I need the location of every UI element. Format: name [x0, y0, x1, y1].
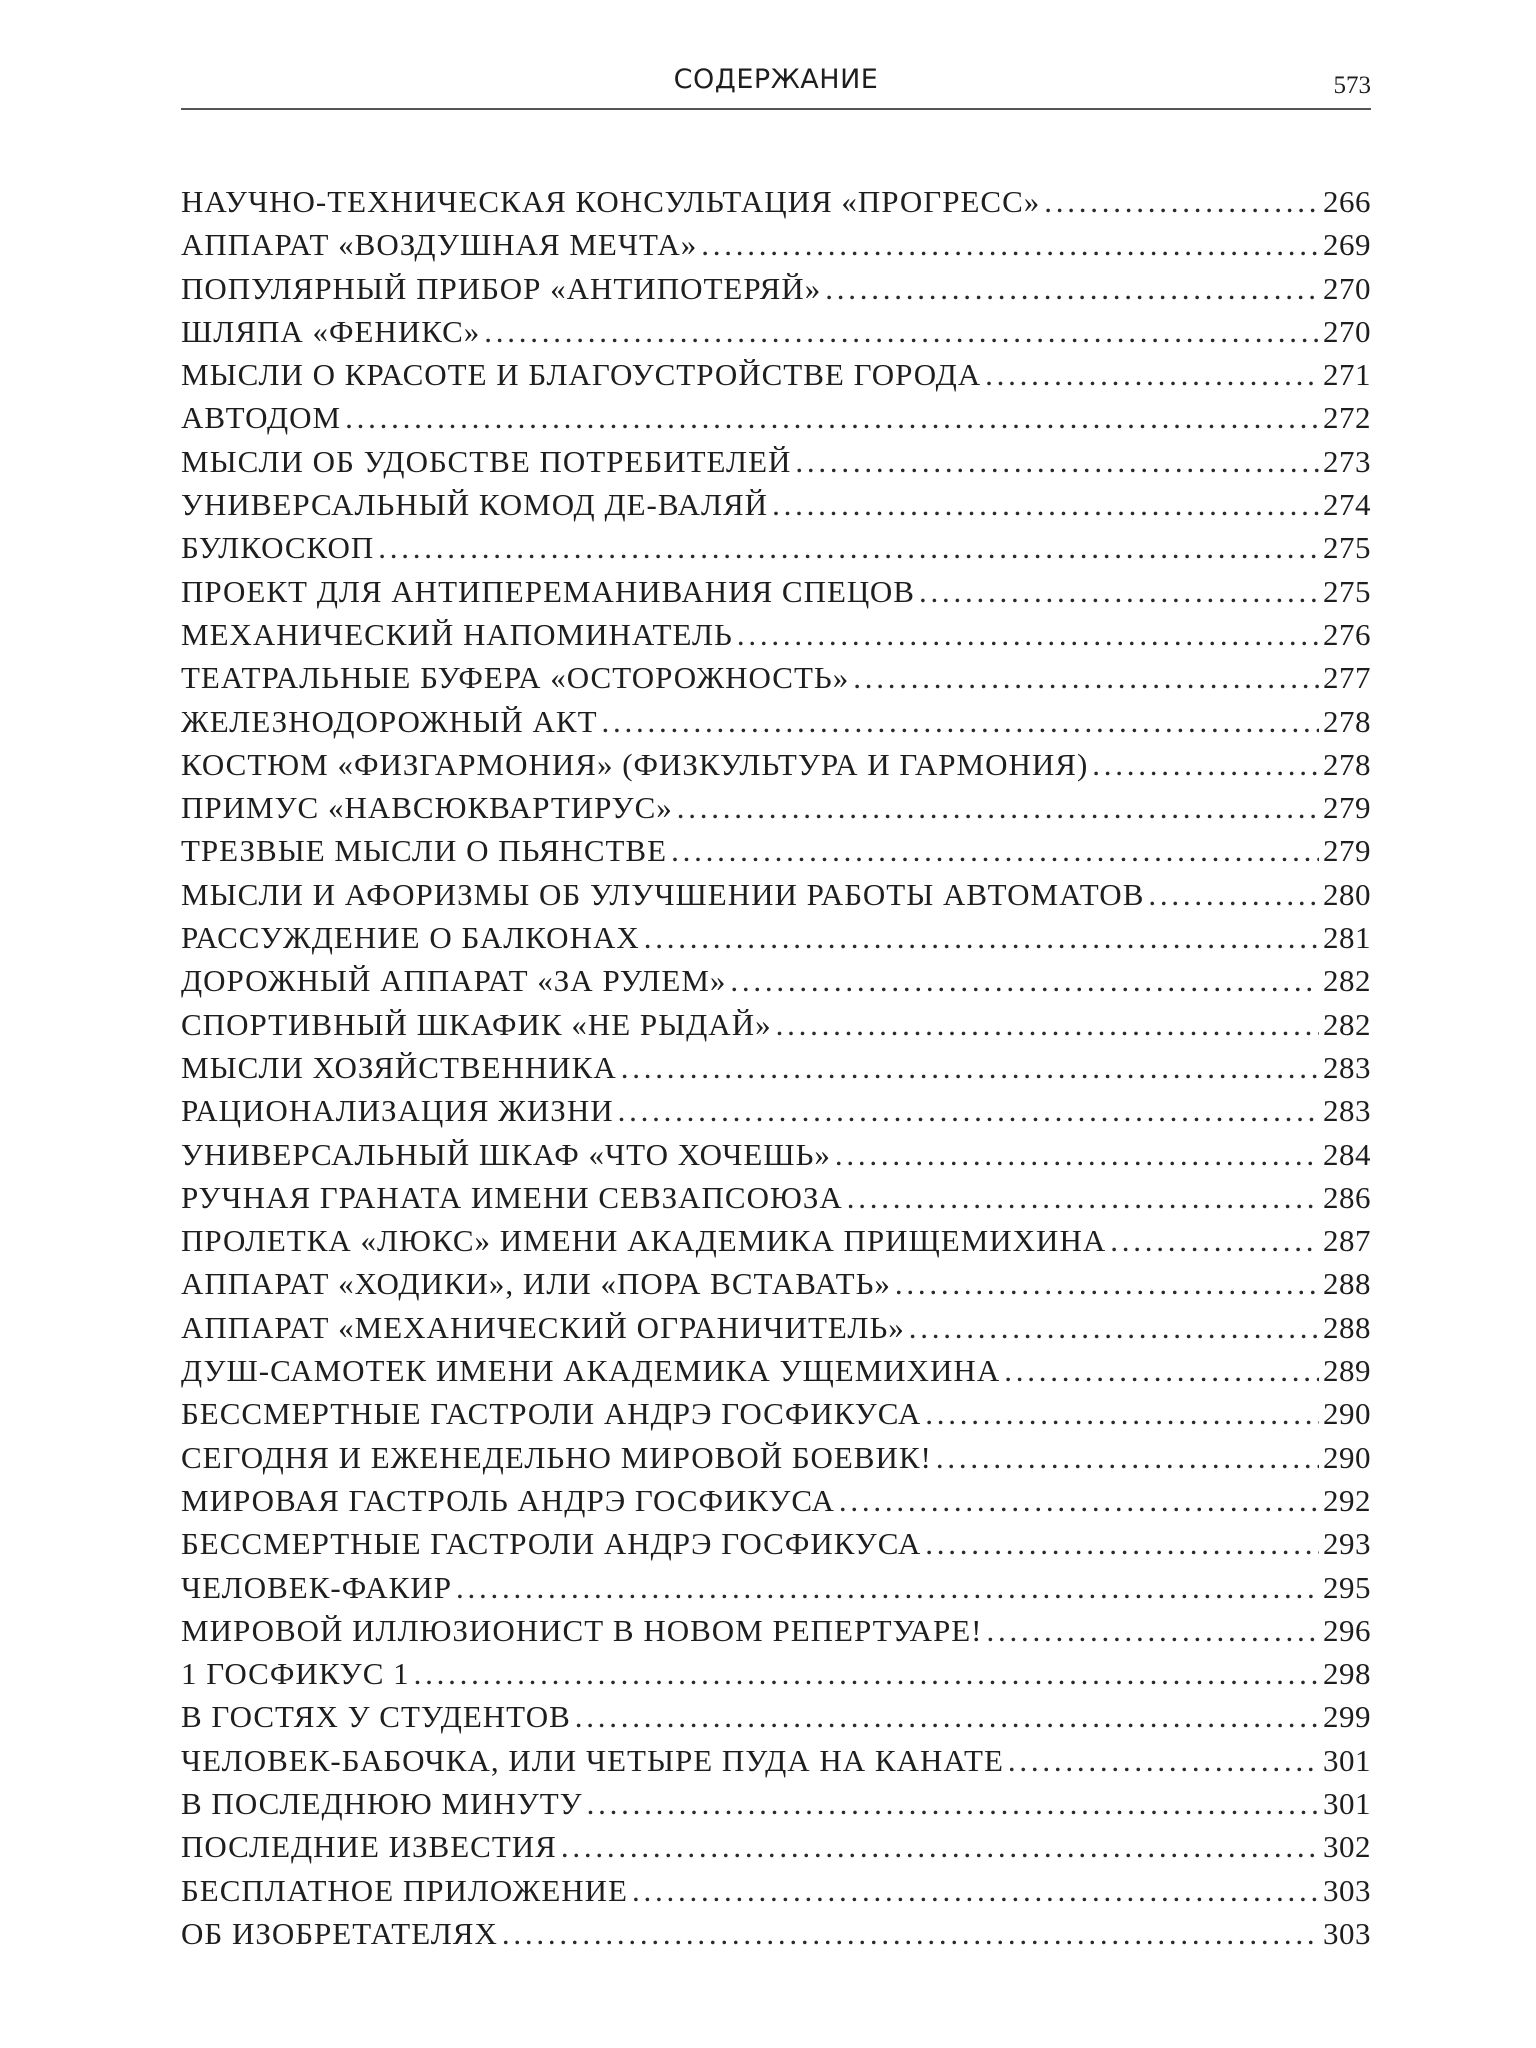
toc-entry-page: 302 — [1323, 1829, 1371, 1865]
toc-leader-dots — [909, 1310, 1319, 1346]
toc-entry-page: 303 — [1323, 1915, 1371, 1951]
toc-leader-dots — [1110, 1223, 1319, 1259]
toc-entry[interactable] — [181, 357, 1371, 400]
toc-entry[interactable] — [181, 487, 1371, 530]
toc-entry-page: 281 — [1323, 920, 1371, 956]
toc-leader-dots — [378, 530, 1319, 566]
toc-entry-title: ДОРОЖНЫЙ АППАРАТ «ЗА РУЛЕМ» — [181, 963, 727, 999]
toc-leader-dots — [986, 1613, 1319, 1649]
toc-entry-title: УНИВЕРСАЛЬНЫЙ КОМОД ДЕ-ВАЛЯЙ — [181, 487, 769, 523]
toc-entry[interactable] — [181, 271, 1371, 314]
toc-entry-page: 274 — [1323, 487, 1371, 523]
toc-leader-dots — [618, 1093, 1319, 1129]
toc-entry[interactable] — [181, 530, 1371, 573]
toc-entry-title: МЫСЛИ О КРАСОТЕ И БЛАГОУСТРОЙСТВЕ ГОРОДА — [181, 357, 982, 393]
toc-leader-dots — [671, 833, 1319, 869]
toc-entry[interactable] — [181, 1526, 1371, 1569]
toc-entry-title: МИРОВАЯ ГАСТРОЛЬ АНДРЭ ГОСФИКУСА — [181, 1482, 835, 1518]
toc-entry[interactable] — [181, 1137, 1371, 1180]
toc-entry-page: 288 — [1323, 1309, 1371, 1345]
toc-entry[interactable] — [181, 1223, 1371, 1266]
toc-entry-title: БЕСПЛАТНОЕ ПРИЛОЖЕНИЕ — [181, 1872, 628, 1908]
toc-entry-page: 298 — [1323, 1656, 1371, 1692]
toc-entry-title: ДУШ-САМОТЕК ИМЕНИ АКАДЕМИКА УЩЕМИХИНА — [181, 1353, 1001, 1389]
toc-entry-title: В ПОСЛЕДНЮЮ МИНУТУ — [181, 1785, 583, 1821]
toc-entry-title: БЕССМЕРТНЫЕ ГАСТРОЛИ АНДРЭ ГОСФИКУСА — [181, 1396, 922, 1432]
toc-entry-title: РУЧНАЯ ГРАНАТА ИМЕНИ СЕВЗАПСОЮЗА — [181, 1179, 843, 1215]
toc-entry-title: ПОПУЛЯРНЫЙ ПРИБОР «АНТИПОТЕРЯЙ» — [181, 270, 822, 306]
toc-entry-title: ПРОЛЕТКА «ЛЮКС» ИМЕНИ АКАДЕМИКА ПРИЩЕМИХИНА — [181, 1223, 1107, 1259]
toc-entry-page: 282 — [1323, 963, 1371, 999]
toc-entry-page: 275 — [1323, 530, 1371, 566]
toc-entry-title: СЕГОДНЯ И ЕЖЕНЕДЕЛЬНО МИРОВОЙ БОЕВИК! — [181, 1439, 932, 1475]
toc-entry[interactable] — [181, 1613, 1371, 1656]
toc-entry-title: ТЕАТРАЛЬНЫЕ БУФЕРА «ОСТОРОЖНОСТЬ» — [181, 660, 850, 696]
toc-entry-page: 269 — [1323, 227, 1371, 263]
toc-leader-dots — [795, 444, 1319, 480]
toc-entry[interactable] — [181, 1699, 1371, 1742]
toc-entry[interactable] — [181, 1743, 1371, 1786]
toc-entry-title: МИРОВОЙ ИЛЛЮЗИОНИСТ В НОВОМ РЕПЕРТУАРЕ! — [181, 1612, 983, 1648]
toc-entry[interactable] — [181, 833, 1371, 876]
toc-leader-dots — [414, 1656, 1319, 1692]
toc-entry-page: 301 — [1323, 1785, 1371, 1821]
toc-entry-title: СПОРТИВНЫЙ ШКАФИК «НЕ РЫДАЙ» — [181, 1006, 772, 1042]
toc-entry[interactable] — [181, 400, 1371, 443]
toc-leader-dots — [456, 1570, 1319, 1606]
toc-entry[interactable] — [181, 1180, 1371, 1223]
toc-entry-title: ШЛЯПА «ФЕНИКС» — [181, 313, 481, 349]
toc-leader-dots — [985, 357, 1319, 393]
toc-entry-title: ЧЕЛОВЕК-БАБОЧКА, ИЛИ ЧЕТЫРЕ ПУДА НА КАНАТЕ — [181, 1742, 1004, 1778]
toc-entry[interactable] — [181, 1916, 1371, 1959]
toc-entry[interactable] — [181, 574, 1371, 617]
toc-entry[interactable] — [181, 184, 1371, 227]
toc-leader-dots — [847, 1180, 1319, 1216]
toc-leader-dots — [632, 1873, 1319, 1909]
toc-entry[interactable] — [181, 1353, 1371, 1396]
toc-entry-page: 303 — [1323, 1872, 1371, 1908]
toc-leader-dots — [936, 1440, 1319, 1476]
toc-entry[interactable] — [181, 1440, 1371, 1483]
toc-entry[interactable] — [181, 1266, 1371, 1309]
toc-entry-title: ПРИМУС «НАВСЮКВАРТИРУС» — [181, 790, 673, 826]
toc-entry-title: В ГОСТЯХ У СТУДЕНТОВ — [181, 1699, 571, 1735]
toc-entry-title: АВТОДОМ — [181, 400, 342, 436]
toc-entry[interactable] — [181, 1873, 1371, 1916]
toc-leader-dots — [737, 617, 1319, 653]
toc-entry-page: 275 — [1323, 573, 1371, 609]
toc-entry-title: МЫСЛИ И АФОРИЗМЫ ОБ УЛУЧШЕНИИ РАБОТЫ АВТОМАТОВ — [181, 876, 1145, 912]
table-of-contents — [181, 184, 1371, 1959]
toc-entry[interactable] — [181, 790, 1371, 833]
toc-leader-dots — [701, 227, 1319, 263]
toc-leader-dots — [925, 1526, 1319, 1562]
toc-entry-page: 289 — [1323, 1353, 1371, 1389]
toc-entry[interactable] — [181, 1570, 1371, 1613]
toc-entry-page: 272 — [1323, 400, 1371, 436]
toc-entry-title: КОСТЮМ «ФИЗГАРМОНИЯ» (ФИЗКУЛЬТУРА И ГАРМОНИЯ) — [181, 746, 1089, 782]
toc-entry-title: АППАРАТ «МЕХАНИЧЕСКИЙ ОГРАНИЧИТЕЛЬ» — [181, 1309, 905, 1345]
toc-entry-page: 295 — [1323, 1569, 1371, 1605]
toc-entry-page: 287 — [1323, 1223, 1371, 1259]
toc-entry[interactable] — [181, 660, 1371, 703]
toc-entry[interactable] — [181, 1310, 1371, 1353]
toc-entry-page: 301 — [1323, 1742, 1371, 1778]
toc-entry-page: 280 — [1323, 876, 1371, 912]
toc-entry-page: 290 — [1323, 1396, 1371, 1432]
toc-leader-dots — [345, 400, 1319, 436]
toc-entry-page: 278 — [1323, 703, 1371, 739]
section-title: СОДЕРЖАНИЕ — [673, 64, 879, 95]
toc-entry[interactable] — [181, 1656, 1371, 1699]
toc-entry-page: 296 — [1323, 1612, 1371, 1648]
toc-entry-title: ЧЕЛОВЕК-ФАКИР — [181, 1569, 452, 1605]
toc-leader-dots — [776, 1007, 1319, 1043]
toc-leader-dots — [1092, 747, 1319, 783]
toc-leader-dots — [602, 704, 1319, 740]
toc-entry-title: УНИВЕРСАЛЬНЫЙ ШКАФ «ЧТО ХОЧЕШЬ» — [181, 1136, 831, 1172]
toc-entry[interactable] — [181, 963, 1371, 1006]
toc-leader-dots — [919, 574, 1319, 610]
toc-entry[interactable] — [181, 1396, 1371, 1439]
toc-entry-page: 283 — [1323, 1093, 1371, 1129]
toc-leader-dots — [1008, 1743, 1319, 1779]
toc-entry-title: ТРЕЗВЫЕ МЫСЛИ О ПЬЯНСТВЕ — [181, 833, 668, 869]
toc-entry-page: 293 — [1323, 1526, 1371, 1562]
toc-leader-dots — [835, 1137, 1319, 1173]
toc-entry-title: МЫСЛИ ОБ УДОБСТВЕ ПОТРЕБИТЕЛЕЙ — [181, 443, 792, 479]
toc-entry-page: 279 — [1323, 833, 1371, 869]
toc-entry-page: 299 — [1323, 1699, 1371, 1735]
toc-leader-dots — [484, 314, 1319, 350]
toc-entry-page: 266 — [1323, 184, 1371, 219]
toc-entry-page: 279 — [1323, 790, 1371, 826]
toc-entry-title: МЕХАНИЧЕСКИЙ НАПОМИНАТЕЛЬ — [181, 616, 733, 652]
toc-entry[interactable] — [181, 1007, 1371, 1050]
toc-entry-page: 282 — [1323, 1006, 1371, 1042]
toc-entry-page: 276 — [1323, 616, 1371, 652]
toc-leader-dots — [575, 1699, 1319, 1735]
toc-entry[interactable] — [181, 444, 1371, 487]
toc-entry-page: 288 — [1323, 1266, 1371, 1302]
toc-entry[interactable] — [181, 227, 1371, 270]
toc-entry-title: БЕССМЕРТНЫЕ ГАСТРОЛИ АНДРЭ ГОСФИКУСА — [181, 1526, 922, 1562]
toc-leader-dots — [772, 487, 1319, 523]
page-number: 573 — [1333, 72, 1371, 99]
toc-entry[interactable] — [181, 1050, 1371, 1093]
toc-leader-dots — [561, 1829, 1319, 1865]
toc-entry-page: 283 — [1323, 1049, 1371, 1085]
toc-entry[interactable] — [181, 314, 1371, 357]
toc-leader-dots — [621, 1050, 1319, 1086]
toc-entry-title: ОБ ИЗОБРЕТАТЕЛЯХ — [181, 1915, 498, 1951]
toc-entry-title: ПОСЛЕДНИЕ ИЗВЕСТИЯ — [181, 1829, 557, 1865]
toc-entry-title: НАУЧНО-ТЕХНИЧЕСКАЯ КОНСУЛЬТАЦИЯ «ПРОГРЕСС» — [181, 184, 1041, 219]
toc-entry-page: 273 — [1323, 443, 1371, 479]
toc-leader-dots — [1148, 877, 1319, 913]
toc-entry-page: 290 — [1323, 1439, 1371, 1475]
toc-entry-title: АППАРАТ «ВОЗДУШНАЯ МЕЧТА» — [181, 227, 698, 263]
toc-leader-dots — [1044, 184, 1319, 220]
toc-entry[interactable] — [181, 877, 1371, 920]
toc-leader-dots — [853, 660, 1319, 696]
toc-entry[interactable] — [181, 747, 1371, 790]
toc-entry[interactable] — [181, 617, 1371, 660]
toc-entry-title: МЫСЛИ ХОЗЯЙСТВЕННИКА — [181, 1049, 617, 1085]
toc-entry-page: 286 — [1323, 1179, 1371, 1215]
toc-entry-title: ПРОЕКТ ДЛЯ АНТИПЕРЕМАНИВАНИЯ СПЕЦОВ — [181, 573, 915, 609]
toc-leader-dots — [825, 271, 1319, 307]
toc-entry[interactable] — [181, 1786, 1371, 1829]
toc-entry[interactable] — [181, 920, 1371, 963]
toc-entry-page: 278 — [1323, 746, 1371, 782]
toc-leader-dots — [502, 1916, 1319, 1952]
toc-entry-title: ЖЕЛЕЗНОДОРОЖНЫЙ АКТ — [181, 703, 598, 739]
toc-entry-title: АППАРАТ «ХОДИКИ», ИЛИ «ПОРА ВСТАВАТЬ» — [181, 1266, 891, 1302]
toc-leader-dots — [677, 790, 1319, 826]
toc-entry[interactable] — [181, 704, 1371, 747]
toc-entry-title: БУЛКОСКОП — [181, 530, 375, 566]
toc-entry-page: 277 — [1323, 660, 1371, 696]
toc-entry-title: РАЦИОНАЛИЗАЦИЯ ЖИЗНИ — [181, 1093, 614, 1129]
toc-entry[interactable] — [181, 1093, 1371, 1136]
toc-leader-dots — [644, 920, 1319, 956]
toc-entry-title: РАССУЖДЕНИЕ О БАЛКОНАХ — [181, 920, 640, 956]
toc-entry-page: 270 — [1323, 270, 1371, 306]
toc-entry-page: 284 — [1323, 1136, 1371, 1172]
toc-leader-dots — [925, 1396, 1319, 1432]
toc-leader-dots — [730, 963, 1319, 999]
toc-entry-page: 292 — [1323, 1482, 1371, 1518]
toc-leader-dots — [839, 1483, 1319, 1519]
toc-entry[interactable] — [181, 1829, 1371, 1872]
toc-entry[interactable] — [181, 1483, 1371, 1526]
running-header — [181, 58, 1371, 110]
toc-entry-page: 271 — [1323, 357, 1371, 393]
toc-entry-page: 270 — [1323, 313, 1371, 349]
toc-leader-dots — [587, 1786, 1319, 1822]
toc-leader-dots — [895, 1266, 1319, 1302]
toc-entry-title: 1 ГОСФИКУС 1 — [181, 1656, 410, 1692]
toc-leader-dots — [1004, 1353, 1319, 1389]
